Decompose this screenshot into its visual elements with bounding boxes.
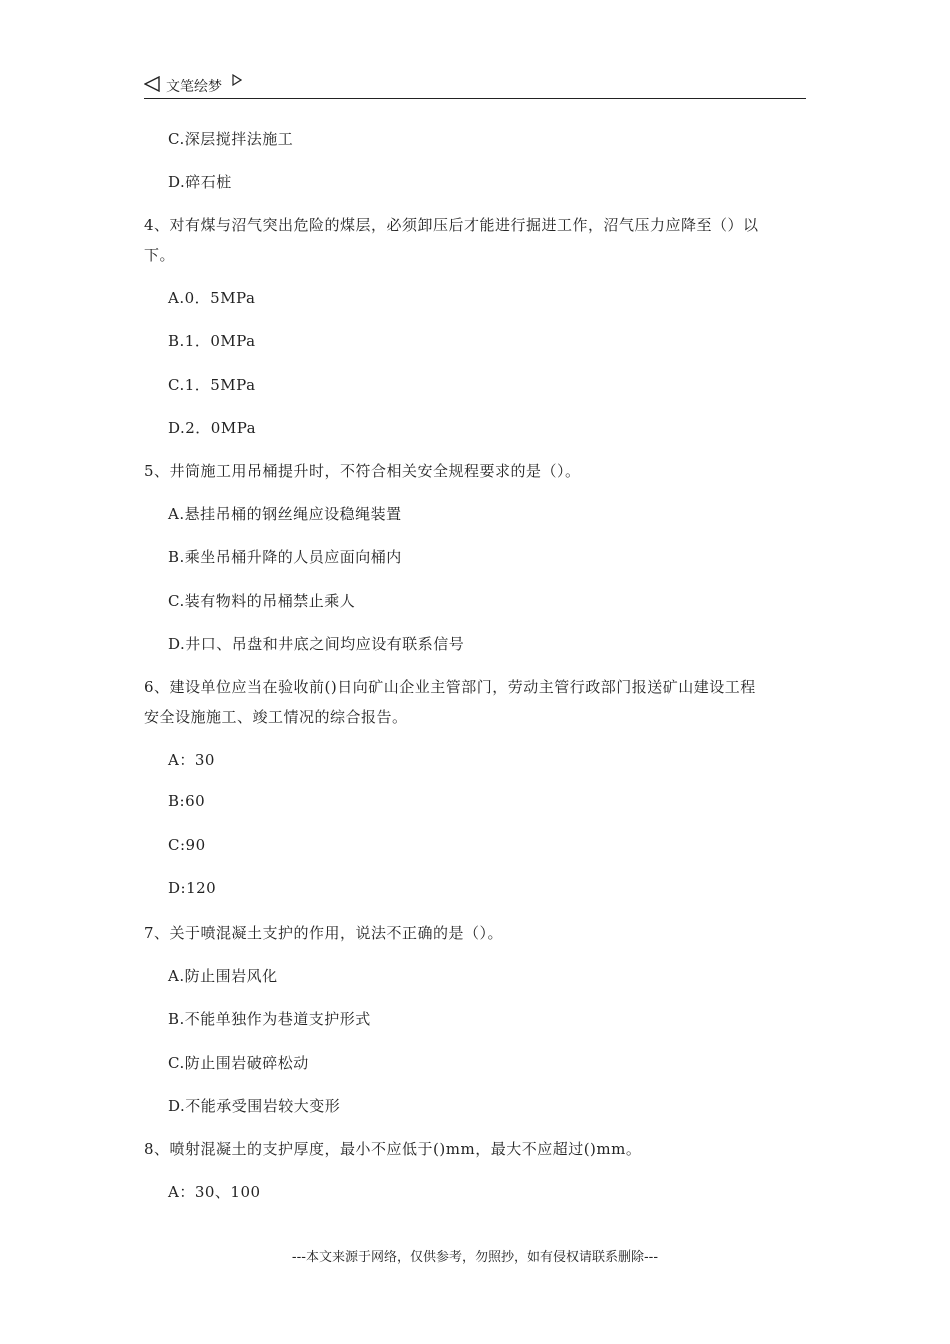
question-5-option-b: B.乘坐吊桶升降的人员应面向桶内 <box>168 548 402 566</box>
footer-disclaimer: ---本文来源于网络，仅供参考，勿照抄，如有侵权请联系删除--- <box>291 1250 659 1265</box>
question-4-option-a: A.0．5MPa <box>168 289 256 307</box>
question-7-option-d: D.不能承受围岩较大变形 <box>168 1097 341 1115</box>
option-d-text: D.碎石桩 <box>168 173 232 191</box>
question-7-option-a: A.防止围岩风化 <box>168 967 278 985</box>
triangle-left-icon <box>144 76 160 92</box>
question-7-option-c: C.防止围岩破碎松动 <box>168 1054 309 1072</box>
question-4-line-1: 4、对有煤与沼气突出危险的煤层，必须卸压后才能进行掘进工作，沼气压力应降至（）以 <box>144 216 759 234</box>
question-4-option-b: B.1．0MPa <box>168 332 256 350</box>
question-6-line-2: 安全设施施工、竣工情况的综合报告。 <box>144 708 408 726</box>
question-7: 7、关于喷混凝土支护的作用，说法不正确的是（）。 <box>144 924 504 942</box>
question-7-option-b: B.不能单独作为巷道支护形式 <box>168 1010 371 1028</box>
page-header <box>144 72 806 99</box>
question-4-line-2: 下。 <box>144 246 176 264</box>
question-4-option-c: C.1．5MPa <box>168 376 256 394</box>
question-6-option-d: D:120 <box>168 879 217 897</box>
question-5-option-a: A.悬挂吊桶的钢丝绳应设稳绳装置 <box>168 505 402 523</box>
question-8: 8、喷射混凝土的支护厚度，最小不应低于()mm，最大不应超过()mm。 <box>144 1140 642 1158</box>
question-4-option-d: D.2．0MPa <box>168 419 257 437</box>
question-8-option-a: A：30、100 <box>168 1183 261 1201</box>
question-6-option-c: C:90 <box>168 836 206 854</box>
question-5-option-c: C.装有物料的吊桶禁止乘人 <box>168 592 356 610</box>
triangle-right-icon <box>232 74 242 86</box>
question-5: 5、井筒施工用吊桶提升时，不符合相关安全规程要求的是（）。 <box>144 462 581 480</box>
question-6-option-a: A：30 <box>168 751 215 769</box>
question-6-line-1: 6、建设单位应当在验收前()日向矿山企业主管部门，劳动主管行政部门报送矿山建设工程 <box>144 678 756 696</box>
question-5-option-d: D.井口、吊盘和井底之间均应设有联系信号 <box>168 635 465 653</box>
header-brand: 文笔绘梦 <box>166 79 222 95</box>
option-c-text: C.深层搅拌法施工 <box>168 130 294 148</box>
question-6-option-b: B:60 <box>168 792 206 810</box>
